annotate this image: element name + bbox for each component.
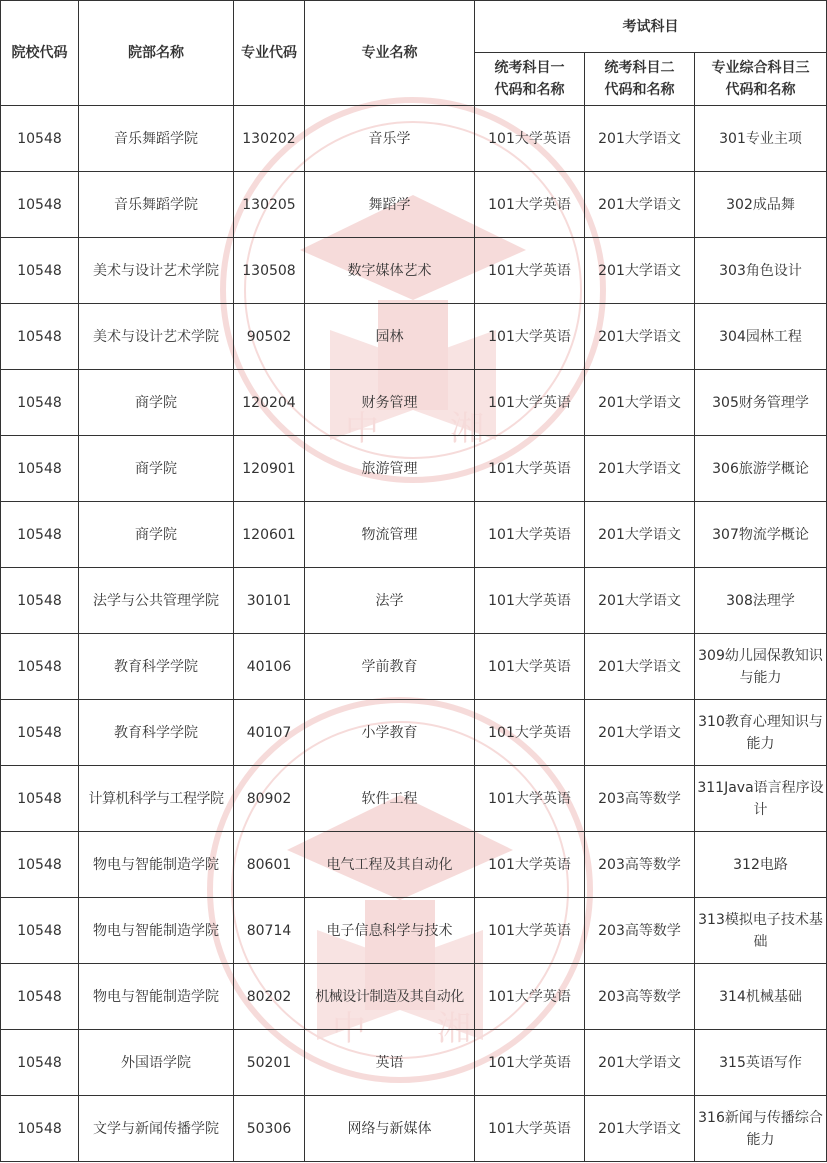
table-row: [1, 106, 827, 172]
major-code-cell: 80202: [234, 964, 305, 1030]
subject2-cell: 201大学语文: [585, 238, 695, 304]
table-row: [1, 700, 827, 766]
table-row: [1, 172, 827, 238]
school-code-cell: 10548: [1, 766, 79, 832]
major-name-cell: 电子信息科学与技术: [305, 898, 475, 964]
subject2-cell: 203高等数学: [585, 832, 695, 898]
header-school-code: 院校代码: [1, 1, 79, 106]
table-row: [1, 1030, 827, 1096]
dept-name-cell: 计算机科学与工程学院: [79, 766, 234, 832]
table-row: [1, 964, 827, 1030]
major-name-cell: 英语: [305, 1030, 475, 1096]
subject1-cell: 101大学英语: [475, 898, 585, 964]
school-code-cell: 10548: [1, 1096, 79, 1162]
school-code-cell: 10548: [1, 898, 79, 964]
major-code-cell: 50201: [234, 1030, 305, 1096]
subject3-cell: 307物流学概论: [695, 502, 827, 568]
subject3-cell: 316新闻与传播综合能力: [695, 1096, 827, 1162]
table-row: [1, 568, 827, 634]
subject3-cell: 315英语写作: [695, 1030, 827, 1096]
dept-name-cell: 商学院: [79, 370, 234, 436]
subject1-cell: 101大学英语: [475, 832, 585, 898]
subject3-cell: 310教育心理知识与能力: [695, 700, 827, 766]
header-dept-name: 院部名称: [79, 1, 234, 106]
subject3-cell: 308法理学: [695, 568, 827, 634]
major-code-cell: 120601: [234, 502, 305, 568]
major-code-cell: 120901: [234, 436, 305, 502]
dept-name-cell: 物电与智能制造学院: [79, 964, 234, 1030]
subject3-cell: 314机械基础: [695, 964, 827, 1030]
subject1-cell: 101大学英语: [475, 1030, 585, 1096]
dept-name-cell: 美术与设计艺术学院: [79, 304, 234, 370]
subject3-cell: 305财务管理学: [695, 370, 827, 436]
svg-text:中: 中: [345, 409, 379, 449]
major-code-cell: 80601: [234, 832, 305, 898]
svg-text:湘: 湘: [450, 409, 484, 449]
subject1-cell: 101大学英语: [475, 766, 585, 832]
major-code-cell: 90502: [234, 304, 305, 370]
subject1-cell: 101大学英语: [475, 370, 585, 436]
dept-name-cell: 音乐舞蹈学院: [79, 172, 234, 238]
dept-name-cell: 教育科学学院: [79, 634, 234, 700]
school-code-cell: 10548: [1, 106, 79, 172]
subject1-cell: 101大学英语: [475, 1096, 585, 1162]
dept-name-cell: 外国语学院: [79, 1030, 234, 1096]
major-code-cell: 80902: [234, 766, 305, 832]
major-name-cell: 舞蹈学: [305, 172, 475, 238]
dept-name-cell: 音乐舞蹈学院: [79, 106, 234, 172]
header-major-name: 专业名称: [305, 1, 475, 106]
school-code-cell: 10548: [1, 568, 79, 634]
subject2-cell: 201大学语文: [585, 1030, 695, 1096]
subject1-cell: 101大学英语: [475, 568, 585, 634]
major-code-cell: 50306: [234, 1096, 305, 1162]
school-code-cell: 10548: [1, 436, 79, 502]
table-row: [1, 238, 827, 304]
subject2-cell: 203高等数学: [585, 898, 695, 964]
major-code-cell: 130205: [234, 172, 305, 238]
subject2-cell: 201大学语文: [585, 1096, 695, 1162]
major-name-cell: 小学教育: [305, 700, 475, 766]
school-code-cell: 10548: [1, 634, 79, 700]
major-code-cell: 40106: [234, 634, 305, 700]
major-name-cell: 网络与新媒体: [305, 1096, 475, 1162]
school-code-cell: 10548: [1, 304, 79, 370]
table-row: [1, 898, 827, 964]
header-subject2: 统考科目二 代码和名称: [585, 53, 695, 106]
dept-name-cell: 教育科学学院: [79, 700, 234, 766]
dept-name-cell: 文学与新闻传播学院: [79, 1096, 234, 1162]
subject3-cell: 312电路: [695, 832, 827, 898]
subject2-cell: 201大学语文: [585, 436, 695, 502]
subject2-cell: 203高等数学: [585, 964, 695, 1030]
subject2-cell: 201大学语文: [585, 370, 695, 436]
school-code-cell: 10548: [1, 964, 79, 1030]
school-code-cell: 10548: [1, 238, 79, 304]
table-row: [1, 502, 827, 568]
header-major-code: 专业代码: [234, 1, 305, 106]
subject3-cell: 306旅游学概论: [695, 436, 827, 502]
subject1-cell: 101大学英语: [475, 964, 585, 1030]
dept-name-cell: 物电与智能制造学院: [79, 898, 234, 964]
major-name-cell: 机械设计制造及其自动化: [305, 964, 475, 1030]
dept-name-cell: 美术与设计艺术学院: [79, 238, 234, 304]
subject1-cell: 101大学英语: [475, 502, 585, 568]
major-name-cell: 法学: [305, 568, 475, 634]
major-name-cell: 旅游管理: [305, 436, 475, 502]
major-name-cell: 音乐学: [305, 106, 475, 172]
subject2-cell: 201大学语文: [585, 700, 695, 766]
subject1-cell: 101大学英语: [475, 700, 585, 766]
subject2-cell: 203高等数学: [585, 766, 695, 832]
table-row: [1, 370, 827, 436]
major-code-cell: 130202: [234, 106, 305, 172]
subject2-cell: 201大学语文: [585, 304, 695, 370]
subject1-cell: 101大学英语: [475, 304, 585, 370]
major-name-cell: 软件工程: [305, 766, 475, 832]
major-name-cell: 园林: [305, 304, 475, 370]
subject2-cell: 201大学语文: [585, 568, 695, 634]
school-code-cell: 10548: [1, 700, 79, 766]
header-exam-subjects: 考试科目: [475, 1, 827, 53]
svg-text:湘: 湘: [437, 1009, 471, 1049]
major-code-cell: 120204: [234, 370, 305, 436]
dept-name-cell: 商学院: [79, 436, 234, 502]
school-code-cell: 10548: [1, 832, 79, 898]
subject3-cell: 303角色设计: [695, 238, 827, 304]
school-code-cell: 10548: [1, 1030, 79, 1096]
school-code-cell: 10548: [1, 502, 79, 568]
subject3-cell: 304园林工程: [695, 304, 827, 370]
major-name-cell: 电气工程及其自动化: [305, 832, 475, 898]
subject2-cell: 201大学语文: [585, 106, 695, 172]
dept-name-cell: 法学与公共管理学院: [79, 568, 234, 634]
major-code-cell: 130508: [234, 238, 305, 304]
table-row: [1, 832, 827, 898]
subject1-cell: 101大学英语: [475, 238, 585, 304]
major-name-cell: 学前教育: [305, 634, 475, 700]
table-row: [1, 304, 827, 370]
subject3-cell: 309幼儿园保教知识与能力: [695, 634, 827, 700]
school-code-cell: 10548: [1, 172, 79, 238]
table-row: [1, 436, 827, 502]
school-code-cell: 10548: [1, 370, 79, 436]
subject1-cell: 101大学英语: [475, 634, 585, 700]
subject3-cell: 301专业主项: [695, 106, 827, 172]
svg-text:中: 中: [332, 1009, 366, 1049]
header-subject3: 专业综合科目三 代码和名称: [695, 53, 827, 106]
subject2-cell: 201大学语文: [585, 502, 695, 568]
table-row: [1, 1096, 827, 1162]
subject3-cell: 311Java语言程序设计: [695, 766, 827, 832]
subject3-cell: 313模拟电子技术基础: [695, 898, 827, 964]
major-code-cell: 80714: [234, 898, 305, 964]
subject3-cell: 302成品舞: [695, 172, 827, 238]
subject1-cell: 101大学英语: [475, 106, 585, 172]
dept-name-cell: 商学院: [79, 502, 234, 568]
table-row: [1, 634, 827, 700]
subject2-cell: 201大学语文: [585, 172, 695, 238]
major-name-cell: 数字媒体艺术: [305, 238, 475, 304]
dept-name-cell: 物电与智能制造学院: [79, 832, 234, 898]
major-code-cell: 30101: [234, 568, 305, 634]
major-code-cell: 40107: [234, 700, 305, 766]
subject1-cell: 101大学英语: [475, 436, 585, 502]
subject1-cell: 101大学英语: [475, 172, 585, 238]
major-name-cell: 物流管理: [305, 502, 475, 568]
table-row: [1, 766, 827, 832]
subject2-cell: 201大学语文: [585, 634, 695, 700]
major-name-cell: 财务管理: [305, 370, 475, 436]
header-subject1: 统考科目一 代码和名称: [475, 53, 585, 106]
